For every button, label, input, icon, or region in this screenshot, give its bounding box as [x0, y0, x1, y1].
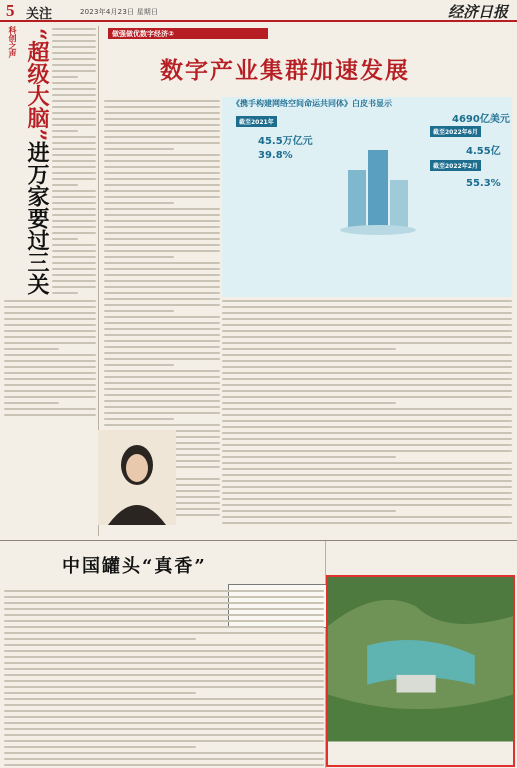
stat-value: 45.5万亿元 [258, 136, 313, 147]
text-line-placeholder [52, 292, 78, 294]
page-number: 5 [6, 1, 15, 20]
text-line-placeholder [222, 486, 512, 488]
text-line-placeholder [4, 384, 96, 386]
column-title-part2: 进万家要过三关 [24, 141, 50, 296]
text-line-placeholder [222, 318, 512, 320]
section-divider [0, 540, 517, 541]
text-line-placeholder [222, 330, 512, 332]
text-line-placeholder [222, 348, 396, 350]
infographic-title: 《携手构建网络空间命运共同体》白皮书显示 [232, 99, 392, 108]
text-line-placeholder [222, 372, 512, 374]
column-title [20, 28, 50, 328]
stat-value: 55.3% [466, 178, 501, 189]
text-line-placeholder [104, 352, 220, 354]
text-line-placeholder [52, 262, 96, 264]
text-line-placeholder [52, 130, 78, 132]
text-line-placeholder [52, 148, 96, 150]
text-line-placeholder [52, 268, 96, 270]
text-line-placeholder [104, 292, 220, 294]
text-line-placeholder [104, 154, 220, 156]
text-line-placeholder [52, 40, 96, 42]
text-line-placeholder [52, 178, 96, 180]
stat-value: 4.55亿 [466, 146, 501, 157]
text-line-placeholder [104, 268, 220, 270]
text-line-placeholder [4, 716, 324, 718]
text-line-placeholder [4, 710, 324, 712]
text-line-placeholder [104, 304, 220, 306]
text-line-placeholder [104, 322, 220, 324]
text-line-placeholder [104, 250, 220, 252]
text-line-placeholder [222, 510, 396, 512]
text-line-placeholder [52, 172, 96, 174]
text-line-placeholder [104, 112, 220, 114]
text-line-placeholder [104, 172, 220, 174]
buildings-illustration [338, 140, 418, 235]
text-line-placeholder [104, 262, 220, 264]
text-line-placeholder [222, 306, 512, 308]
text-line-placeholder [104, 124, 220, 126]
text-line-placeholder [4, 692, 196, 694]
text-line-placeholder [104, 142, 220, 144]
text-line-placeholder [104, 136, 220, 138]
text-line-placeholder [4, 414, 96, 416]
text-line-placeholder [4, 722, 324, 724]
text-line-placeholder [4, 632, 324, 634]
section-name: 关注 [26, 7, 53, 22]
text-line-placeholder [222, 462, 512, 464]
text-line-placeholder [4, 686, 324, 688]
text-line-placeholder [4, 306, 96, 308]
text-line-placeholder [104, 400, 220, 402]
text-line-placeholder [104, 214, 220, 216]
text-line-placeholder [104, 232, 220, 234]
text-line-placeholder [52, 46, 96, 48]
text-line-placeholder [104, 364, 174, 366]
text-line-placeholder [52, 238, 78, 240]
text-line-placeholder [52, 256, 96, 258]
text-line-placeholder [4, 758, 324, 760]
text-line-placeholder [4, 336, 96, 338]
text-line-placeholder [222, 498, 512, 500]
text-line-placeholder [4, 620, 324, 622]
stat-label: 截至2022年2月 [430, 160, 481, 171]
text-line-placeholder [104, 382, 220, 384]
text-line-placeholder [52, 142, 96, 144]
text-line-placeholder [52, 94, 96, 96]
text-line-placeholder [222, 342, 512, 344]
text-line-placeholder [222, 390, 512, 392]
text-line-placeholder [104, 208, 220, 210]
text-line-placeholder [104, 418, 174, 420]
text-line-placeholder [222, 504, 512, 506]
text-line-placeholder [4, 662, 324, 664]
text-line-placeholder [222, 480, 512, 482]
text-line-placeholder [4, 378, 96, 380]
text-line-placeholder [222, 360, 512, 362]
column-tag: 科创之声 [8, 26, 17, 58]
text-line-placeholder [4, 366, 96, 368]
issue-date: 2023年4月23日 星期日 [80, 8, 159, 16]
main-body-text-2 [222, 300, 512, 528]
masthead [0, 0, 517, 22]
text-line-placeholder [104, 316, 220, 318]
author-photo [98, 430, 176, 525]
text-line-placeholder [222, 378, 512, 380]
text-line-placeholder [4, 330, 96, 332]
text-line-placeholder [104, 424, 220, 426]
text-line-placeholder [4, 752, 324, 754]
text-line-placeholder [4, 746, 196, 748]
text-line-placeholder [222, 522, 512, 524]
text-line-placeholder [4, 734, 324, 736]
text-line-placeholder [222, 438, 512, 440]
bottom-article-title: 中国罐头“真香” [62, 556, 207, 577]
text-line-placeholder [52, 274, 96, 276]
text-line-placeholder [222, 444, 512, 446]
text-line-placeholder [104, 406, 220, 408]
text-line-placeholder [104, 298, 220, 300]
text-line-placeholder [52, 88, 96, 90]
text-line-placeholder [52, 280, 96, 282]
text-line-placeholder [222, 312, 512, 314]
text-line-placeholder [4, 300, 96, 302]
text-line-placeholder [222, 384, 512, 386]
text-line-placeholder [222, 474, 512, 476]
text-line-placeholder [104, 166, 220, 168]
text-line-placeholder [4, 614, 324, 616]
left-body-text-2 [4, 300, 96, 420]
text-line-placeholder [104, 100, 220, 102]
text-line-placeholder [4, 644, 324, 646]
text-line-placeholder [104, 388, 220, 390]
text-line-placeholder [222, 492, 512, 494]
text-line-placeholder [104, 220, 220, 222]
paper-logo: 经济日报 [448, 3, 509, 21]
text-line-placeholder [52, 76, 78, 78]
text-line-placeholder [104, 376, 220, 378]
text-line-placeholder [104, 244, 220, 246]
bottom-body-text [4, 590, 324, 768]
text-line-placeholder [222, 426, 512, 428]
text-line-placeholder [222, 354, 512, 356]
stat-value: 39.8% [258, 150, 293, 161]
text-line-placeholder [222, 516, 512, 518]
text-line-placeholder [104, 202, 174, 204]
feature-title: 数字产业集群加速发展 [160, 57, 410, 84]
text-line-placeholder [52, 112, 96, 114]
stat-value: 4690亿美元 [452, 114, 510, 125]
text-line-placeholder [104, 328, 220, 330]
text-line-placeholder [4, 668, 324, 670]
text-line-placeholder [4, 626, 324, 628]
text-line-placeholder [4, 674, 324, 676]
text-line-placeholder [52, 124, 96, 126]
text-line-placeholder [52, 232, 96, 234]
text-line-placeholder [4, 698, 324, 700]
text-line-placeholder [4, 728, 324, 730]
text-line-placeholder [104, 412, 220, 414]
text-line-placeholder [104, 148, 174, 150]
text-line-placeholder [4, 740, 324, 742]
hydropower-photo [326, 575, 515, 767]
text-line-placeholder [4, 680, 324, 682]
text-line-placeholder [4, 656, 324, 658]
stat-label: 截至2022年6月 [430, 126, 481, 137]
text-line-placeholder [104, 358, 220, 360]
text-line-placeholder [4, 390, 96, 392]
text-line-placeholder [52, 52, 96, 54]
text-line-placeholder [52, 190, 96, 192]
text-line-placeholder [4, 360, 96, 362]
text-line-placeholder [104, 226, 220, 228]
text-line-placeholder [104, 184, 220, 186]
text-line-placeholder [4, 704, 324, 706]
text-line-placeholder [4, 590, 324, 592]
text-line-placeholder [104, 310, 174, 312]
text-line-placeholder [4, 372, 96, 374]
text-line-placeholder [4, 318, 96, 320]
text-line-placeholder [104, 280, 220, 282]
text-line-placeholder [52, 136, 96, 138]
text-line-placeholder [4, 602, 324, 604]
text-line-placeholder [52, 286, 96, 288]
text-line-placeholder [52, 160, 96, 162]
text-line-placeholder [4, 408, 96, 410]
text-line-placeholder [52, 34, 96, 36]
text-line-placeholder [222, 396, 512, 398]
text-line-placeholder [52, 154, 96, 156]
text-line-placeholder [104, 178, 220, 180]
text-line-placeholder [52, 226, 96, 228]
text-line-placeholder [222, 408, 512, 410]
text-line-placeholder [104, 190, 220, 192]
left-body-text [52, 28, 96, 298]
text-line-placeholder [52, 196, 96, 198]
text-line-placeholder [222, 414, 512, 416]
text-line-placeholder [52, 28, 96, 30]
text-line-placeholder [52, 220, 96, 222]
text-line-placeholder [222, 468, 512, 470]
text-line-placeholder [104, 286, 220, 288]
text-line-placeholder [104, 160, 220, 162]
text-line-placeholder [52, 58, 96, 60]
text-line-placeholder [222, 402, 396, 404]
text-line-placeholder [4, 764, 324, 766]
text-line-placeholder [4, 402, 59, 404]
text-line-placeholder [222, 324, 512, 326]
text-line-placeholder [222, 456, 396, 458]
text-line-placeholder [104, 394, 220, 396]
text-line-placeholder [52, 118, 96, 120]
text-line-placeholder [104, 130, 220, 132]
text-line-placeholder [4, 650, 324, 652]
text-line-placeholder [4, 596, 324, 598]
text-line-placeholder [222, 420, 512, 422]
text-line-placeholder [222, 366, 512, 368]
text-line-placeholder [222, 300, 512, 302]
text-line-placeholder [222, 336, 512, 338]
feature-kicker: 做强做优数字经济② [108, 28, 268, 39]
text-line-placeholder [52, 250, 96, 252]
text-line-placeholder [52, 184, 78, 186]
text-line-placeholder [104, 370, 220, 372]
text-line-placeholder [52, 106, 96, 108]
text-line-placeholder [104, 118, 220, 120]
text-line-placeholder [4, 608, 324, 610]
text-line-placeholder [104, 196, 220, 198]
text-line-placeholder [104, 334, 220, 336]
text-line-placeholder [52, 70, 96, 72]
text-line-placeholder [52, 82, 96, 84]
text-line-placeholder [52, 64, 96, 66]
text-line-placeholder [4, 396, 96, 398]
text-line-placeholder [4, 638, 196, 640]
text-line-placeholder [222, 432, 512, 434]
text-line-placeholder [104, 274, 220, 276]
text-line-placeholder [4, 354, 96, 356]
text-line-placeholder [52, 244, 96, 246]
text-line-placeholder [104, 256, 174, 258]
text-line-placeholder [52, 208, 96, 210]
text-line-placeholder [104, 346, 220, 348]
text-line-placeholder [104, 106, 220, 108]
text-line-placeholder [4, 342, 96, 344]
text-line-placeholder [52, 202, 96, 204]
text-line-placeholder [4, 312, 96, 314]
text-line-placeholder [52, 214, 96, 216]
text-line-placeholder [222, 450, 512, 452]
text-line-placeholder [4, 324, 96, 326]
text-line-placeholder [104, 340, 220, 342]
text-line-placeholder [4, 348, 59, 350]
stat-label: 截至2021年 [236, 116, 277, 127]
text-line-placeholder [52, 166, 96, 168]
text-line-placeholder [104, 238, 220, 240]
text-line-placeholder [52, 100, 96, 102]
column-title-part1: “超级大脑” [24, 28, 50, 142]
